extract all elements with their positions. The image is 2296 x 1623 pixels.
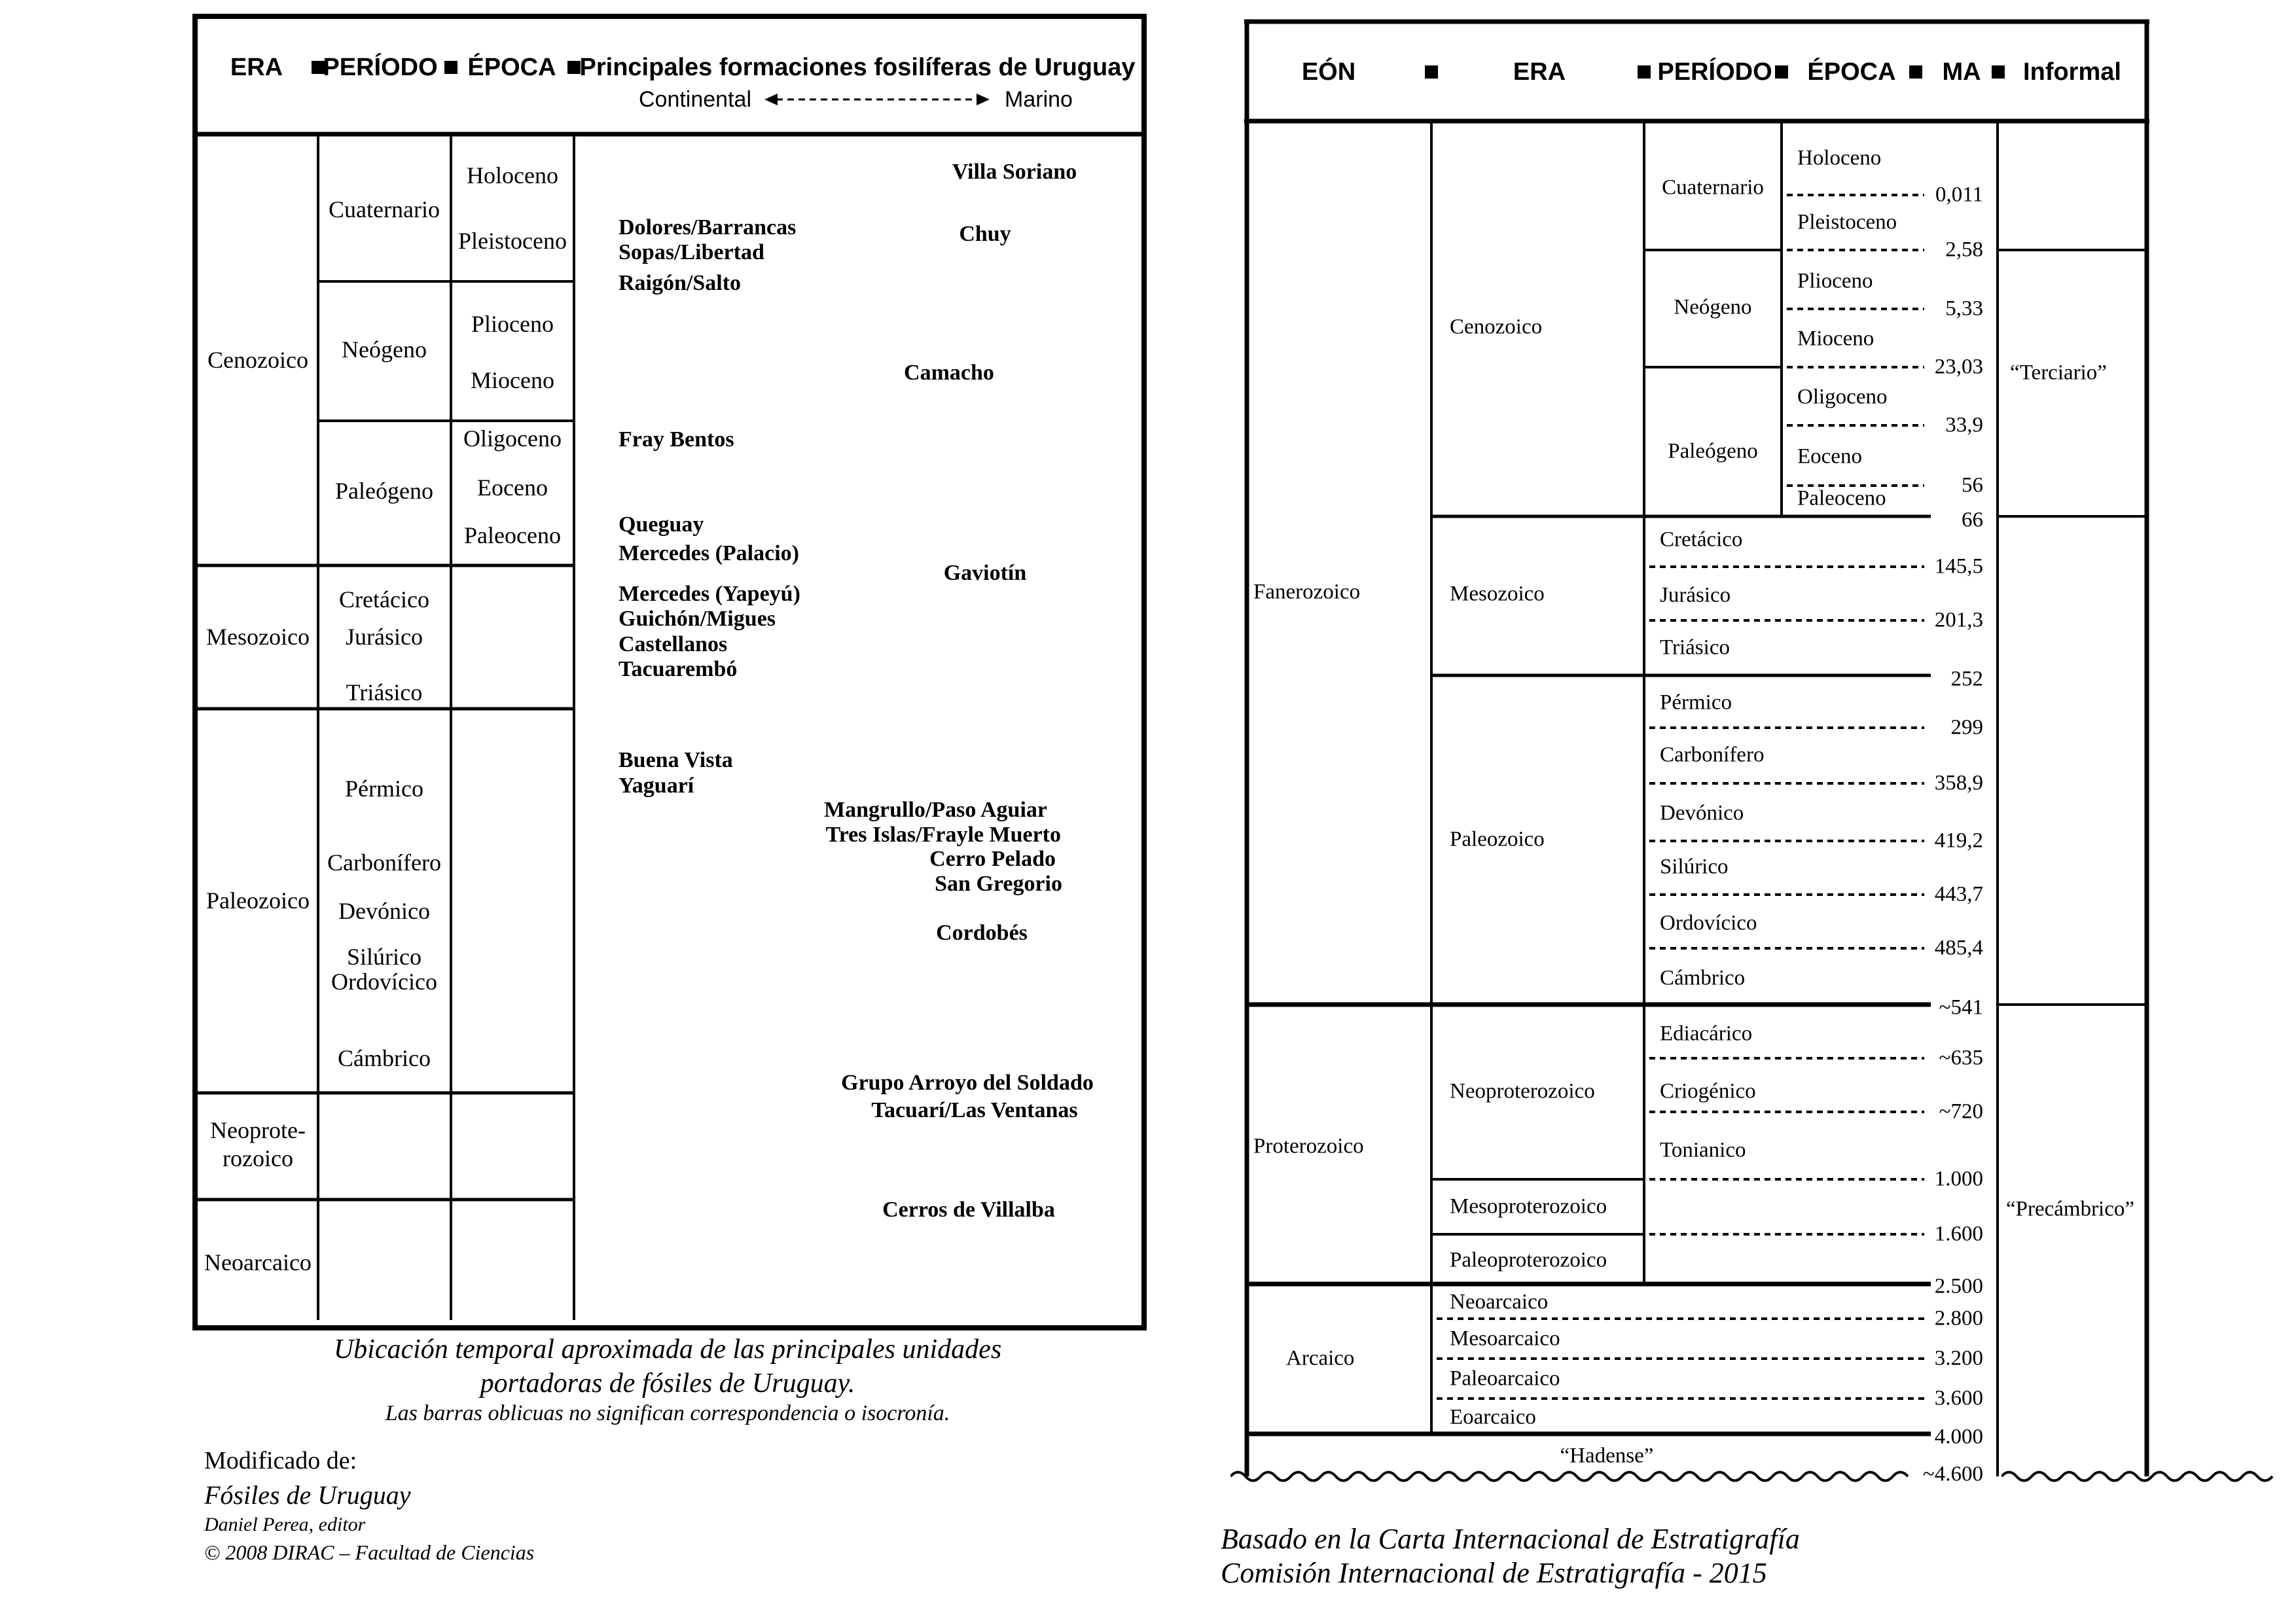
left-credit-fuente: Fósiles de Uruguay: [204, 1480, 411, 1510]
right-header-ma: MA: [1942, 58, 1981, 86]
left-era-cenozoico: Cenozoico: [207, 347, 308, 373]
right-era-neoarcaico: Neoarcaico: [1450, 1290, 1549, 1314]
ma-299: 299: [1950, 715, 1983, 740]
right-era-mesoarcaico: Mesoarcaico: [1450, 1327, 1560, 1351]
ma-541: ~541: [1939, 995, 1983, 1020]
left-period-permico: Pérmico: [345, 776, 423, 802]
right-era-mesoproterozoico: Mesoproterozoico: [1450, 1194, 1607, 1219]
right-header-periodo: PERÍODO: [1657, 58, 1772, 86]
left-era-paleozoico: Paleozoico: [206, 887, 310, 914]
right-period-neogeno: Neógeno: [1674, 295, 1752, 319]
right-era-eoarcaico: Eoarcaico: [1450, 1405, 1536, 1429]
ma-3589: 358,9: [1934, 771, 1983, 795]
right-era-mesozoico: Mesozoico: [1450, 582, 1545, 606]
dash-4437: [1649, 893, 1924, 896]
formation-chuy: Chuy: [959, 222, 1011, 246]
ma-2303: 23,03: [1934, 355, 1983, 379]
dash-4854: [1649, 947, 1924, 950]
left-period-cuaternario: Cuaternario: [329, 196, 440, 223]
formation-mercedes-palacio: Mercedes (Palacio): [619, 541, 799, 565]
dash-533: [1787, 308, 1924, 310]
left-credit-copyright: © 2008 DIRAC – Facultad de Ciencias: [204, 1541, 535, 1564]
right-col-line-periodo-epoca: [1780, 121, 1783, 516]
line-4000-arcaico-hadense: [1247, 1432, 1931, 1436]
left-period-silurico: Silúrico: [347, 944, 422, 970]
right-period-paleogeno: Paleógeno: [1668, 439, 1758, 463]
ma-2800: 2.800: [1934, 1306, 1983, 1330]
dash-1455: [1649, 565, 1924, 568]
left-header-epoca: ÉPOCA: [467, 54, 556, 81]
left-caption-line2: portadoras de fósiles de Uruguay.: [480, 1368, 855, 1399]
right-period-criogenico: Criogénico: [1660, 1079, 1756, 1103]
ma-4600: ~4.600: [1922, 1462, 1983, 1486]
formation-dolores-barrancas: Dolores/Barrancas: [619, 215, 797, 240]
dash-1600: [1649, 1233, 1924, 1236]
left-era-neoproterozoico-line1: Neoprote-: [210, 1117, 306, 1143]
left-epoch-plioceno: Plioceno: [471, 311, 554, 337]
dash-2800: [1437, 1317, 1924, 1320]
dash-720: [1649, 1111, 1924, 1113]
left-period-neogeno: Neógeno: [342, 336, 427, 363]
ma-4437: 443,7: [1934, 882, 1983, 906]
right-era-paleoarcaico: Paleoarcaico: [1450, 1366, 1560, 1391]
dash-1000: [1649, 1178, 1924, 1181]
continental-label: Continental: [638, 87, 752, 112]
formation-fray-bentos: Fray Bentos: [619, 427, 734, 452]
left-caption-line3: Las barras oblicuas no significan correspondencia o isocronía.: [385, 1401, 950, 1425]
formation-sopas-libertad: Sopas/Libertad: [619, 240, 764, 264]
right-caption-line2: Comisión Internacional de Estratigrafía - 2015: [1221, 1557, 1767, 1589]
formation-raigon-salto: Raigón/Salto: [619, 271, 742, 295]
right-epoch-pleistoceno: Pleistoceno: [1797, 210, 1897, 234]
formation-gaviotin: Gaviotín: [943, 561, 1027, 585]
dash-4192: [1649, 840, 1924, 842]
line-precambrico-top: [1998, 1003, 2147, 1006]
right-header-square-4: [1909, 65, 1922, 79]
dash-339: [1787, 424, 1924, 427]
right-epoch-oligoceno: Oligoceno: [1797, 385, 1888, 409]
right-epoch-plioceno: Plioceno: [1797, 269, 1873, 293]
ma-1455: 145,5: [1934, 554, 1983, 579]
left-period-paleogeno: Paleógeno: [335, 478, 433, 504]
ma-1600: 1.600: [1934, 1222, 1983, 1246]
line-252-mesozoico-paleozoico: [1431, 674, 1931, 677]
right-period-silurico: Silúrico: [1660, 855, 1729, 879]
right-period-permico: Pérmico: [1660, 690, 1732, 715]
right-era-paleoproterozoico: Paleoproterozoico: [1450, 1248, 1607, 1272]
left-period-cambrico: Cámbrico: [338, 1045, 431, 1071]
left-period-devonico: Devónico: [338, 898, 430, 924]
dash-3589: [1649, 782, 1924, 785]
left-epoch-pleistoceno: Pleistoceno: [458, 228, 567, 254]
dash-0011: [1787, 194, 1924, 196]
line-66-cenozoico-mesozoico: [1431, 515, 1931, 518]
ma-66: 66: [1962, 508, 1983, 532]
ma-2013: 201,3: [1934, 608, 1983, 632]
formation-yaguari: Yaguarí: [619, 774, 694, 798]
marino-label: Marino: [1005, 87, 1073, 112]
right-era-neoproterozoico: Neoproterozoico: [1450, 1079, 1595, 1103]
line-mesoproterozoico-paleoproterozoico: [1431, 1233, 1644, 1236]
eon-arcaico: Arcaico: [1286, 1346, 1355, 1370]
formation-grupo-arroyo: Grupo Arroyo del Soldado: [841, 1071, 1094, 1095]
ma-4192: 419,2: [1934, 829, 1983, 853]
line-cuaternario-neogeno: [1644, 249, 1782, 251]
right-period-devonico: Devónico: [1660, 801, 1744, 825]
line-terciario-bottom: [1998, 515, 2147, 518]
left-epoch-paleoceno: Paleoceno: [464, 522, 561, 548]
ma-3200: 3.200: [1934, 1346, 1983, 1370]
ma-258: 2,58: [1945, 238, 1983, 262]
formation-queguay: Queguay: [619, 512, 704, 537]
left-credit-editor: Daniel Perea, editor: [204, 1514, 366, 1535]
informal-precambrico: “Precámbrico”: [2005, 1197, 2135, 1221]
ma-635: ~635: [1939, 1046, 1983, 1070]
right-epoch-paleoceno: Paleoceno: [1797, 486, 1886, 510]
left-era-mesozoico: Mesozoico: [206, 624, 310, 650]
ma-2500: 2.500: [1934, 1274, 1983, 1298]
formation-buena-vista: Buena Vista: [619, 748, 733, 772]
right-border-left: [1245, 20, 1249, 1476]
formation-cerro-pelado: Cerro Pelado: [929, 847, 1056, 871]
right-era-paleozoico: Paleozoico: [1450, 827, 1545, 851]
wavy-bottom-right-segment: [2001, 1467, 2286, 1486]
left-period-ordovicico: Ordovícico: [331, 969, 437, 995]
right-period-cambrico: Cámbrico: [1660, 966, 1746, 990]
right-period-ordovicico: Ordovícico: [1660, 911, 1757, 935]
line-2500-proterozoico-arcaico: [1247, 1282, 1931, 1287]
ma-4000: 4.000: [1934, 1425, 1983, 1449]
formation-cordobes: Cordobés: [936, 921, 1028, 945]
formation-cerros-villalba: Cerros de Villalba: [882, 1198, 1055, 1222]
dash-2303: [1787, 366, 1924, 368]
right-period-tonianico: Tonianico: [1660, 1138, 1746, 1162]
left-period-carbonifero: Carbonífero: [327, 849, 441, 876]
dash-299: [1649, 726, 1924, 729]
left-epoch-holoceno: Holoceno: [467, 162, 558, 188]
dash-635: [1649, 1057, 1924, 1060]
informal-terciario: “Terciario”: [2010, 361, 2107, 385]
formation-tacuari-ventanas: Tacuarí/Las Ventanas: [871, 1098, 1078, 1122]
formation-tacuarembo: Tacuarembó: [619, 657, 738, 681]
right-header-era: ERA: [1513, 58, 1566, 86]
right-period-ediacarico: Ediacárico: [1660, 1022, 1753, 1046]
formation-castellanos: Castellanos: [619, 632, 728, 656]
formation-mercedes-yapeyu: Mercedes (Yapeyú): [619, 582, 800, 606]
right-epoch-holoceno: Holoceno: [1797, 146, 1882, 170]
ma-3600: 3.600: [1934, 1386, 1983, 1410]
dash-258: [1787, 249, 1924, 251]
formation-guichon-migues: Guichón/Migues: [619, 607, 776, 631]
right-header-epoca: ÉPOCA: [1807, 58, 1896, 86]
left-header-era: ERA: [230, 54, 283, 81]
formation-tres-islas: Tres Islas/Frayle Muerto: [825, 823, 1061, 847]
right-era-cenozoico: Cenozoico: [1450, 315, 1543, 339]
left-epoch-eoceno: Eoceno: [477, 474, 548, 501]
right-caption-line1: Basado en la Carta Internacional de Estratigrafía: [1221, 1523, 1800, 1555]
formation-san-gregorio: San Gregorio: [935, 872, 1062, 896]
ma-252: 252: [1950, 667, 1983, 691]
dash-2013: [1649, 619, 1924, 622]
left-epoch-oligoceno: Oligoceno: [463, 425, 562, 452]
left-caption-line1: Ubicación temporal aproximada de las principales unidades: [333, 1334, 1002, 1364]
ma-533: 5,33: [1945, 296, 1983, 321]
right-epoch-eoceno: Eoceno: [1797, 444, 1862, 469]
right-header-eon: EÓN: [1301, 58, 1356, 86]
eon-fanerozoico: Fanerozoico: [1253, 580, 1361, 604]
right-col-line-eon-era: [1430, 121, 1433, 1434]
left-period-triasico: Triásico: [346, 679, 423, 705]
ma-4854: 485,4: [1934, 936, 1983, 960]
line-neogeno-paleogeno: [1644, 366, 1782, 368]
right-period-triasico: Triásico: [1660, 635, 1730, 660]
ma-720: ~720: [1939, 1099, 1983, 1124]
right-col-line-era-periodo: [1643, 121, 1645, 1284]
left-header-periodo: PERÍODO: [323, 54, 438, 81]
left-era-neoproterozoico-line2: rozoico: [223, 1145, 293, 1171]
formation-camacho: Camacho: [904, 361, 994, 385]
ma-339: 33,9: [1945, 413, 1983, 437]
right-border-right: [2145, 20, 2149, 1476]
left-era-neoarcaico: Neoarcaico: [204, 1249, 312, 1275]
line-terciario-top: [1998, 249, 2147, 251]
right-period-carbonifero: Carbonífero: [1660, 743, 1765, 767]
right-epoch-mioceno: Mioceno: [1797, 327, 1874, 351]
right-border-top: [1244, 20, 2149, 24]
left-credit-modificado: Modificado de:: [204, 1447, 357, 1474]
right-header-square-2: [1638, 65, 1651, 79]
right-header-square-5: [1992, 65, 2005, 79]
ma-56: 56: [1962, 473, 1983, 497]
left-header-title: Principales formaciones fosilíferas de Uruguay: [579, 54, 1136, 81]
ma-1000: 1.000: [1934, 1167, 1983, 1191]
left-epoch-mioceno: Mioceno: [471, 367, 554, 393]
right-col-line-informal: [1996, 121, 1999, 1476]
right-period-jurasico: Jurásico: [1660, 583, 1731, 607]
right-header-separator: [1244, 119, 2149, 124]
formation-mangrullo: Mangrullo/Paso Aguiar: [824, 798, 1047, 822]
right-header-square-3: [1775, 65, 1788, 79]
line-neoproterozoico-mesoproterozoico: [1431, 1178, 1644, 1181]
right-header-square-1: [1425, 65, 1438, 79]
line-541-fanerozoico-proterozoico: [1247, 1003, 1931, 1007]
ma-0011: 0,011: [1935, 183, 1983, 207]
right-header-informal: Informal: [2023, 58, 2121, 86]
informal-hadense: “Hadense”: [1560, 1444, 1654, 1468]
left-period-jurasico: Jurásico: [346, 624, 423, 650]
wavy-bottom-left-segment: [1230, 1467, 1918, 1486]
dash-3200: [1437, 1357, 1924, 1360]
left-period-cretacico: Cretácico: [339, 586, 429, 613]
right-period-cretacico: Cretácico: [1660, 527, 1743, 552]
dash-3600: [1437, 1397, 1924, 1400]
right-period-cuaternario: Cuaternario: [1662, 175, 1764, 200]
eon-proterozoico: Proterozoico: [1253, 1134, 1364, 1158]
formation-villa-soriano: Villa Soriano: [952, 160, 1077, 184]
